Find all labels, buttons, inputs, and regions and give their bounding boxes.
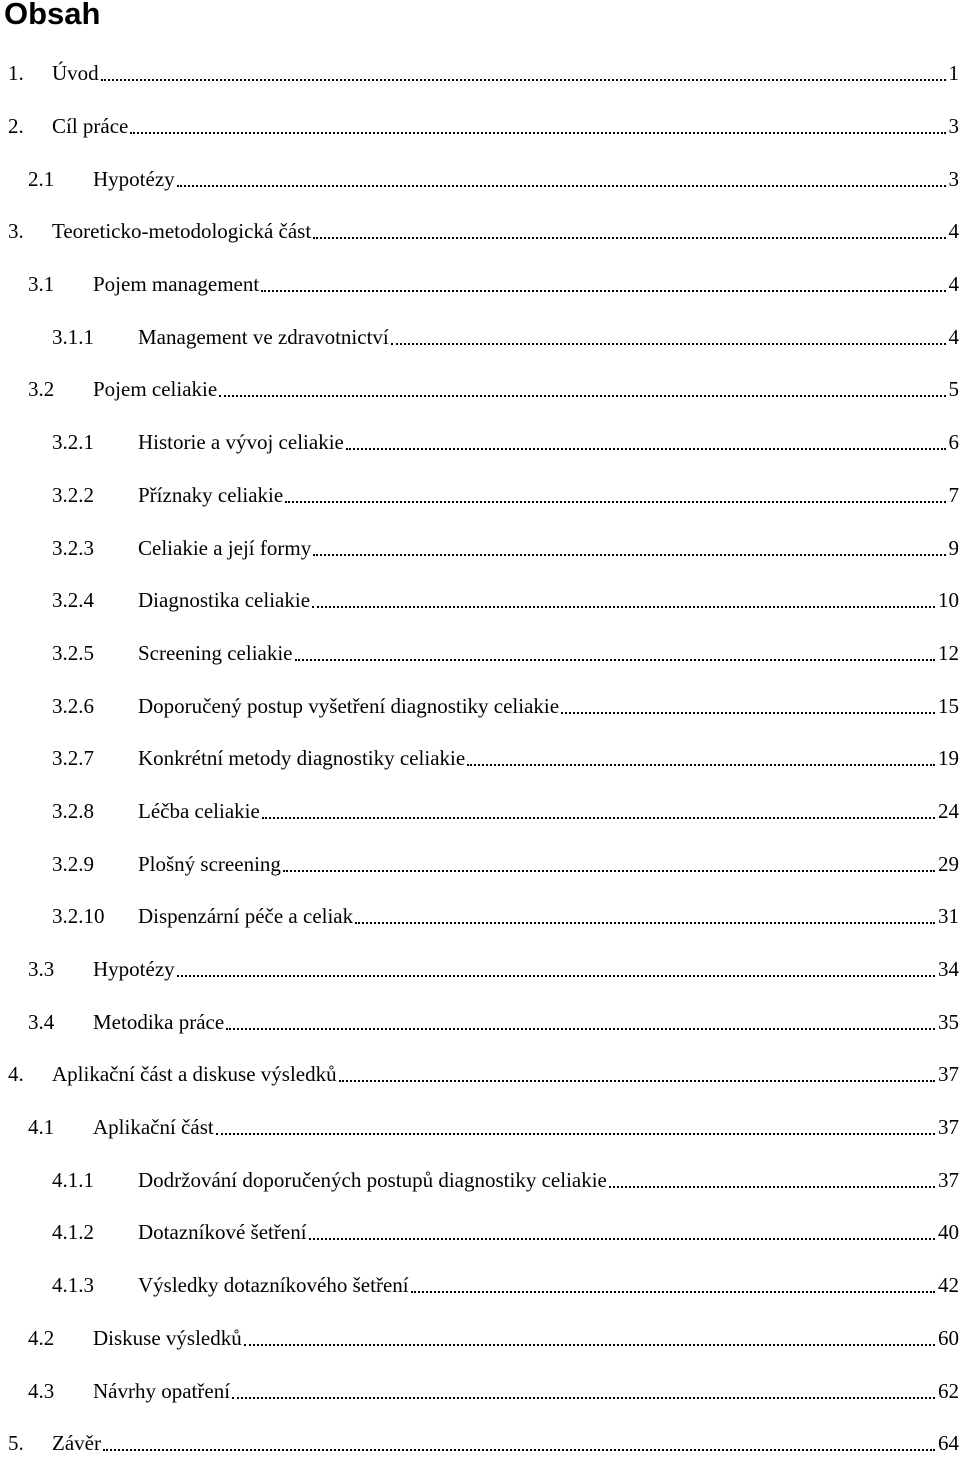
toc-entry[interactable]: [0, 47, 960, 100]
page-title: Obsah: [4, 0, 100, 34]
table-of-contents: [0, 47, 960, 1470]
dot-leader: [467, 764, 935, 766]
toc-entry[interactable]: [0, 679, 960, 732]
toc-entry-page: 64: [938, 1431, 960, 1455]
toc-entry[interactable]: [0, 574, 960, 627]
toc-entry[interactable]: [0, 363, 960, 416]
toc-entry-title: Hypotézy: [93, 167, 175, 191]
toc-entry-title: Historie a vývoj celiakie: [138, 430, 344, 454]
toc-entry[interactable]: [0, 785, 960, 838]
toc-entry-page: 29: [938, 852, 960, 876]
toc-entry-page: 6: [949, 430, 960, 454]
toc-entry[interactable]: [0, 416, 960, 469]
dot-leader: [609, 1186, 935, 1188]
toc-entry-page: 35: [938, 1010, 960, 1034]
toc-entry-title: Dodržování doporučených postupů diagnostiky celiakie: [138, 1168, 607, 1192]
toc-entry-title: Management ve zdravotnictví: [138, 325, 389, 349]
toc-entry-page: 42: [938, 1273, 960, 1297]
toc-entry-number: 3.3: [28, 957, 54, 981]
toc-entry[interactable]: [0, 205, 960, 258]
toc-entry-number: 2.: [8, 114, 24, 138]
toc-entry-title: Doporučený postup vyšetření diagnostiky celiakie: [138, 694, 559, 718]
toc-entry-page: 60: [938, 1326, 960, 1350]
toc-entry-number: 1.: [8, 61, 24, 85]
dot-leader: [177, 975, 935, 977]
toc-entry[interactable]: [0, 310, 960, 363]
toc-entry-title: Metodika práce: [93, 1010, 224, 1034]
dot-leader: [177, 185, 946, 187]
toc-entry[interactable]: [0, 995, 960, 1048]
toc-entry[interactable]: [0, 1312, 960, 1365]
toc-entry-title: Závěr: [52, 1431, 101, 1455]
toc-entry-number: 3.2.9: [52, 852, 94, 876]
dot-leader: [312, 606, 935, 608]
toc-entry-page: 19: [938, 746, 960, 770]
toc-entry-page: 24: [938, 799, 960, 823]
toc-entry[interactable]: [0, 837, 960, 890]
toc-entry-page: 34: [938, 957, 960, 981]
toc-entry[interactable]: [0, 1206, 960, 1259]
toc-entry[interactable]: [0, 469, 960, 522]
toc-entry-number: 3.2: [28, 377, 54, 401]
dot-leader: [391, 343, 946, 345]
toc-entry-page: 37: [938, 1115, 960, 1139]
toc-entry[interactable]: [0, 100, 960, 153]
toc-entry-page: 15: [938, 694, 960, 718]
toc-entry-title: Plošný screening: [138, 852, 281, 876]
toc-entry-number: 3.2.4: [52, 588, 94, 612]
toc-entry[interactable]: [0, 1364, 960, 1417]
toc-entry-number: 3.1.1: [52, 325, 94, 349]
dot-leader: [313, 237, 945, 239]
dot-leader: [561, 712, 935, 714]
toc-entry-title: Úvod: [52, 61, 99, 85]
dot-leader: [411, 1291, 935, 1293]
toc-entry[interactable]: [0, 627, 960, 680]
toc-entry-page: 10: [938, 588, 960, 612]
dot-leader: [339, 1080, 935, 1082]
toc-entry[interactable]: [0, 1259, 960, 1312]
dot-leader: [130, 132, 945, 134]
toc-entry-page: 4: [949, 219, 960, 243]
dot-leader: [295, 659, 935, 661]
toc-entry-number: 5.: [8, 1431, 24, 1455]
toc-entry-title: Konkrétní metody diagnostiky celiakie: [138, 746, 465, 770]
toc-entry-title: Pojem management: [93, 272, 259, 296]
dot-leader: [309, 1238, 935, 1240]
toc-entry-page: 3: [949, 167, 960, 191]
dot-leader: [101, 79, 946, 81]
toc-entry-number: 3.: [8, 219, 24, 243]
toc-entry-number: 3.1: [28, 272, 54, 296]
toc-entry-number: 4.1.1: [52, 1168, 94, 1192]
dot-leader: [261, 290, 945, 292]
toc-entry-number: 3.2.10: [52, 904, 105, 928]
toc-entry[interactable]: [0, 258, 960, 311]
toc-entry-page: 1: [949, 61, 960, 85]
toc-entry-title: Příznaky celiakie: [138, 483, 283, 507]
toc-entry[interactable]: [0, 152, 960, 205]
toc-entry-page: 37: [938, 1062, 960, 1086]
toc-entry-title: Dotazníkové šetření: [138, 1220, 307, 1244]
toc-entry[interactable]: [0, 890, 960, 943]
toc-entry-number: 4.1: [28, 1115, 54, 1139]
toc-entry-number: 2.1: [28, 167, 54, 191]
toc-entry-title: Diagnostika celiakie: [138, 588, 310, 612]
toc-entry-number: 4.1.3: [52, 1273, 94, 1297]
toc-entry-title: Cíl práce: [52, 114, 128, 138]
toc-entry-page: 9: [949, 536, 960, 560]
dot-leader: [346, 448, 946, 450]
toc-entry-title: Návrhy opatření: [93, 1379, 230, 1403]
toc-entry-page: 4: [949, 325, 960, 349]
dot-leader: [216, 1133, 935, 1135]
toc-entry-title: Léčba celiakie: [138, 799, 260, 823]
toc-entry-number: 3.2.1: [52, 430, 94, 454]
toc-entry[interactable]: [0, 732, 960, 785]
dot-leader: [285, 501, 945, 503]
toc-entry-title: Screening celiakie: [138, 641, 293, 665]
toc-entry-title: Aplikační část: [93, 1115, 214, 1139]
toc-entry[interactable]: [0, 521, 960, 574]
toc-entry-title: Celiakie a její formy: [138, 536, 311, 560]
toc-entry-page: 31: [938, 904, 960, 928]
toc-entry-title: Dispenzární péče a celiak: [138, 904, 353, 928]
toc-entry-number: 4.1.2: [52, 1220, 94, 1244]
dot-leader: [355, 922, 935, 924]
toc-entry-page: 5: [949, 377, 960, 401]
toc-entry-title: Hypotézy: [93, 957, 175, 981]
toc-entry-title: Výsledky dotazníkového šetření: [138, 1273, 409, 1297]
toc-entry-page: 3: [949, 114, 960, 138]
toc-entry-number: 3.2.5: [52, 641, 94, 665]
dot-leader: [244, 1344, 935, 1346]
toc-entry-page: 4: [949, 272, 960, 296]
dot-leader: [232, 1397, 935, 1399]
dot-leader: [226, 1028, 935, 1030]
toc-entry-page: 40: [938, 1220, 960, 1244]
dot-leader: [262, 817, 935, 819]
toc-entry-title: Diskuse výsledků: [93, 1326, 242, 1350]
toc-entry-title: Pojem celiakie: [93, 377, 217, 401]
toc-entry-page: 37: [938, 1168, 960, 1192]
toc-entry-number: 3.2.6: [52, 694, 94, 718]
toc-entry-number: 3.2.8: [52, 799, 94, 823]
toc-entry-number: 3.2.2: [52, 483, 94, 507]
toc-entry-page: 62: [938, 1379, 960, 1403]
dot-leader: [313, 554, 945, 556]
toc-entry-number: 3.2.7: [52, 746, 94, 770]
toc-entry-page: 12: [938, 641, 960, 665]
toc-entry-title: Teoreticko-metodologická část: [52, 219, 311, 243]
toc-entry-page: 7: [949, 483, 960, 507]
toc-entry-number: 3.2.3: [52, 536, 94, 560]
toc-entry[interactable]: [0, 1101, 960, 1154]
toc-entry-number: 4.: [8, 1062, 24, 1086]
dot-leader: [283, 870, 935, 872]
toc-entry[interactable]: [0, 1153, 960, 1206]
toc-entry-number: 4.3: [28, 1379, 54, 1403]
toc-entry[interactable]: [0, 1048, 960, 1101]
toc-entry-title: Aplikační část a diskuse výsledků: [52, 1062, 337, 1086]
toc-entry-number: 3.4: [28, 1010, 54, 1034]
dot-leader: [219, 395, 945, 397]
toc-entry-number: 4.2: [28, 1326, 54, 1350]
toc-entry[interactable]: [0, 1417, 960, 1470]
dot-leader: [103, 1449, 935, 1451]
toc-entry[interactable]: [0, 943, 960, 996]
